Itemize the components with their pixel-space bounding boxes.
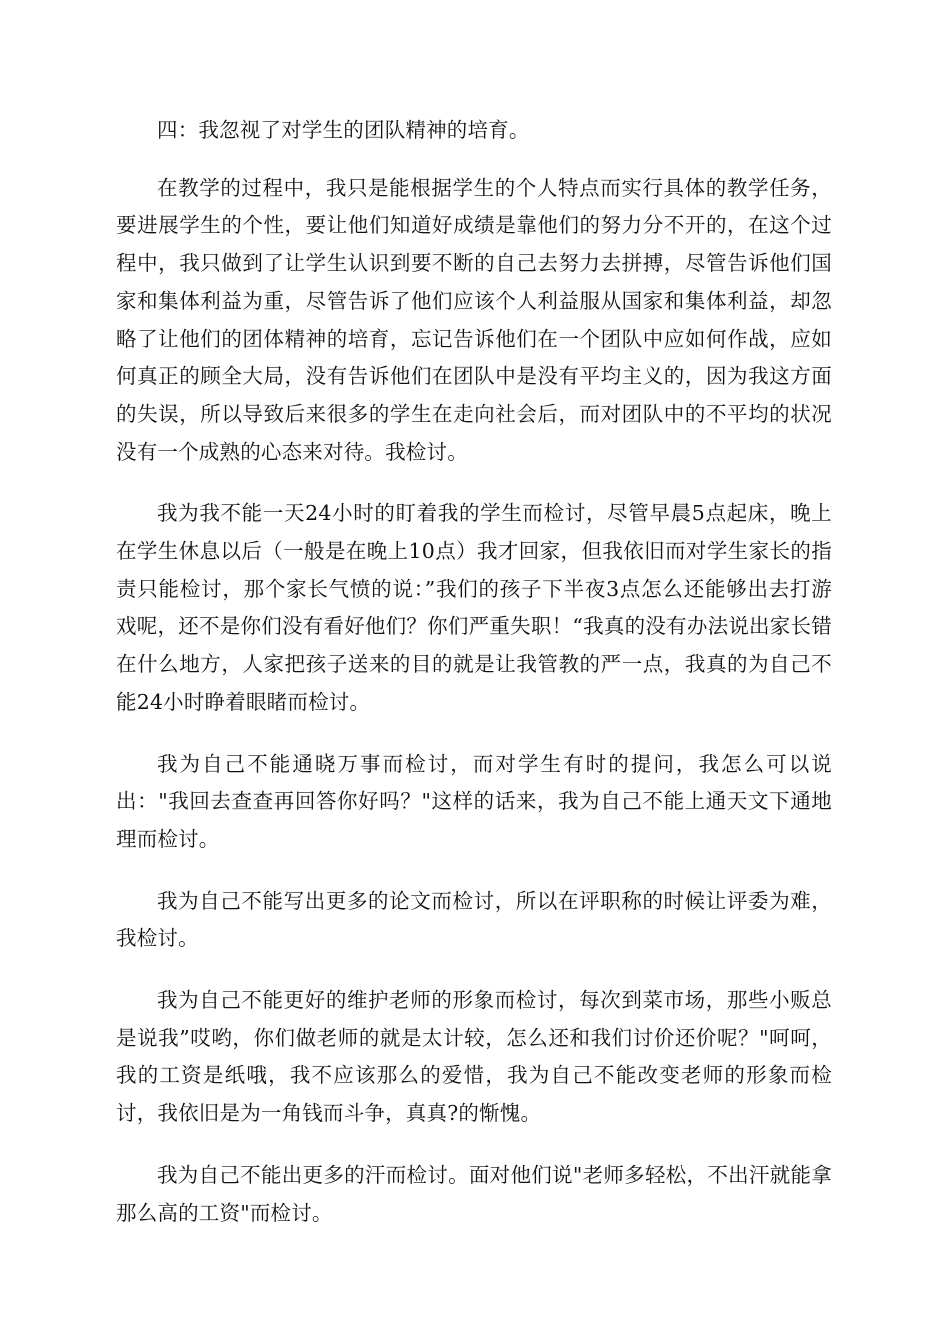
paragraph-knowledge: 我为自己不能通晓万事而检讨，而对学生有时的提问，我怎么可以说出："我回去查查再回答你好吗？"这样的话来，我为自己不能上通天文下通地理而检讨。: [116, 751, 832, 851]
paragraph-teacher-image: 我为自己不能更好的维护老师的形象而检讨，每次到菜市场，那些小贩总是说我”哎哟，你们做老师的就是太计较，怎么还和我们讨价还价呢？"呵呵，我的工资是纸哦，我不应该那么的爱惜，我为自己不能改变老师的形象而检讨，我依旧是为一角钱而斗争，真真?的惭愧。: [116, 988, 832, 1126]
paragraph-24-hours: 我为我不能一天24小时的盯着我的学生而检讨，尽管早晨5点起床，晚上在学生休息以后（一般是在晚上10点）我才回家，但我依旧而对学生家长的指责只能检讨，那个家长气愤的说：”我们的孩子下半夜3点怎么还能够出去打游戏呢，还不是你们没有看好他们？你们严重失职！“我真的没有办法说出家长错在什么地方，人家把孩子送来的目的就是让我管教的严一点，我真的为自己不能24小时睁着眼睹而检讨。: [116, 501, 832, 714]
paragraph-sweat: 我为自己不能出更多的汗而检讨。面对他们说"老师多轻松，不出汗就能拿那么高的工资"而检讨。: [116, 1162, 832, 1225]
paragraph-papers: 我为自己不能写出更多的论文而检讨，所以在评职称的时候让评委为难，我检讨。: [116, 888, 832, 951]
paragraph-team-spirit: 在教学的过程中，我只是能根据学生的个人特点而实行具体的教学任务，要进展学生的个性，要让他们知道好成绩是靠他们的努力分不开的，在这个过程中，我只做到了让学生认识到要不断的自己去努力去拼搏，尽管告诉他们国家和集体利益为重，尽管告诉了他们应该个人利益服从国家和集体利益，却忽略了让他们的团体精神的培育，忘记告诉他们在一个团队中应如何作战，应如何真正的顾全大局，没有告诉他们在团队中是没有平均主义的，因为我这方面的失误，所以导致后来很多的学生在走向社会后，而对团队中的不平均的状况没有一个成熟的心态来对待。我检讨。: [116, 175, 832, 464]
section-heading: 四：我忽视了对学生的团队精神的培育。: [157, 118, 530, 142]
